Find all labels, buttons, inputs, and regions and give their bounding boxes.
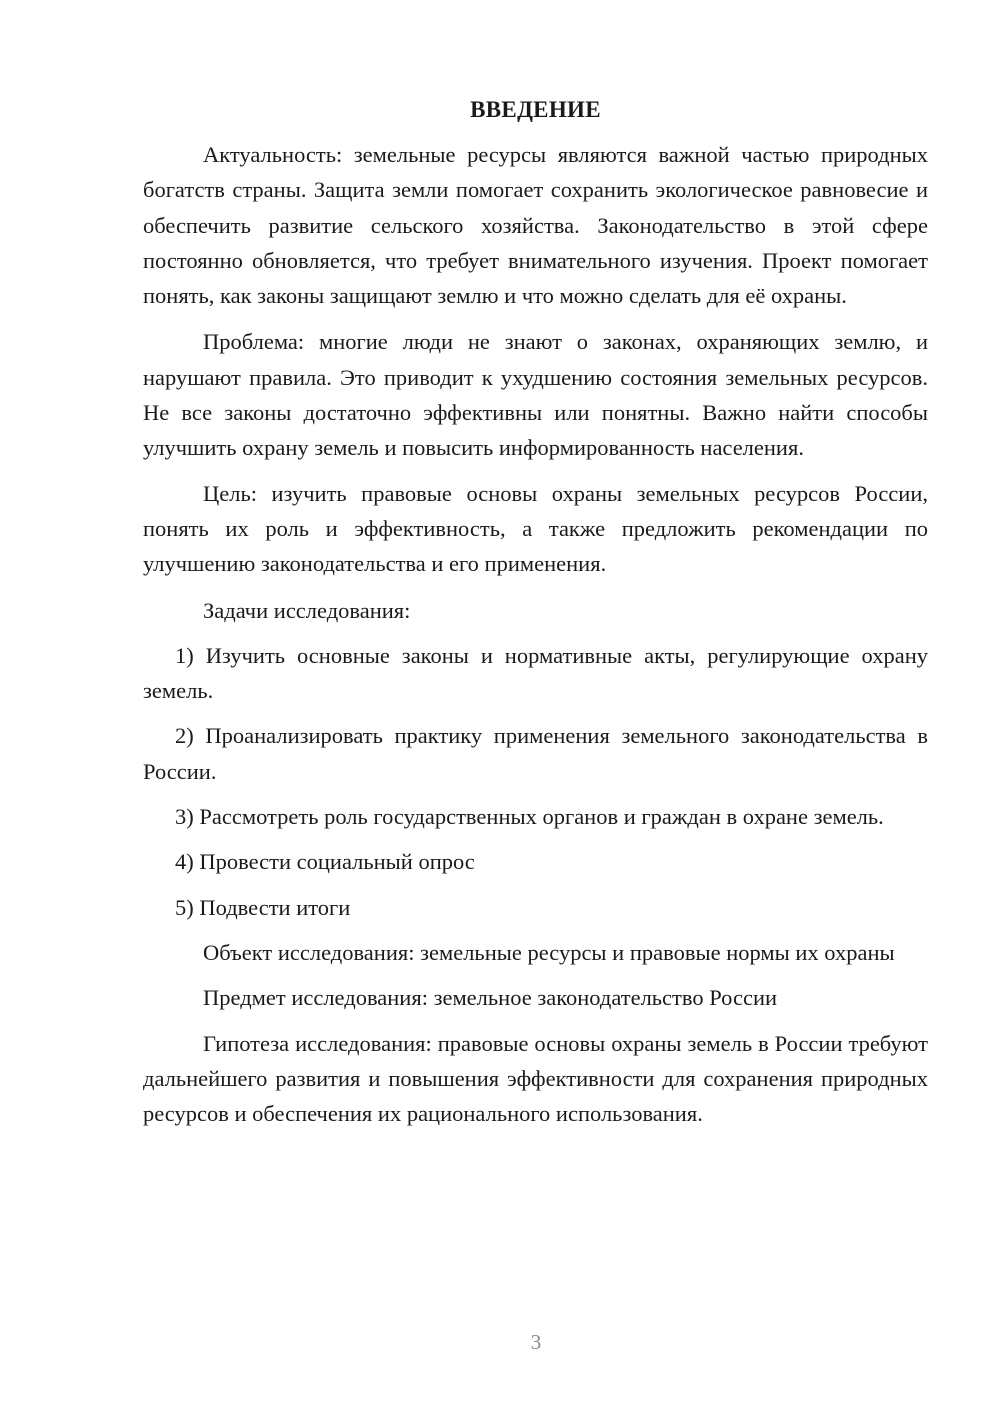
subject-paragraph: Предмет исследования: земельное законодательство России	[203, 985, 778, 1011]
document-page	[143, 92, 928, 1131]
page-number: 3	[530, 1330, 542, 1354]
object-paragraph: Объект исследования: земельные ресурсы и правовые нормы их охраны	[203, 939, 895, 965]
task-item-3: 3) Рассмотреть роль государственных органов и граждан в охране земель.	[175, 804, 884, 830]
task-item-2: 2) Проанализировать практику применения земельного законодательства в России.	[143, 723, 928, 784]
task-item-1: 1) Изучить основные законы и нормативные акты, регулирующие охрану земель.	[143, 642, 928, 704]
relevance-paragraph: Актуальность: земельные ресурсы являются важной частью природных богатств страны. Защита земли помогает сохранить экологическое равновесие и обеспечить развитие сельского хозяйства. Законодательство в этой сфере постоянно обновляется, что требует внимательного изучения. Проект помогает понять, как законы защищают землю и что можно сделать для её охраны.	[143, 142, 928, 309]
task-item-5: 5) Подвести итоги	[175, 894, 351, 920]
hypothesis-paragraph: Гипотеза исследования: правовые основы охраны земель в России требуют дальнейшего развития и повышения эффективности для сохранения природных ресурсов и обеспечения их рационального использования.	[143, 1030, 928, 1127]
tasks-heading: Задачи исследования:	[203, 597, 411, 623]
page-title: ВВЕДЕНИЕ	[470, 97, 601, 122]
problem-paragraph: Проблема: многие люди не знают о законах, охраняющих землю, и нарушают правила. Это приводит к ухудшению состояния земельных ресурсов. Не все законы достаточно эффективны или понятны. Важно найти способы улучшить охрану земель и повысить информированность населения.	[143, 329, 928, 461]
task-item-4: 4) Провести социальный опрос	[175, 849, 475, 875]
goal-paragraph: Цель: изучить правовые основы охраны земельных ресурсов России, понять их роль и эффективность, а также предложить рекомендации по улучшению законодательства и его применения.	[143, 480, 928, 577]
